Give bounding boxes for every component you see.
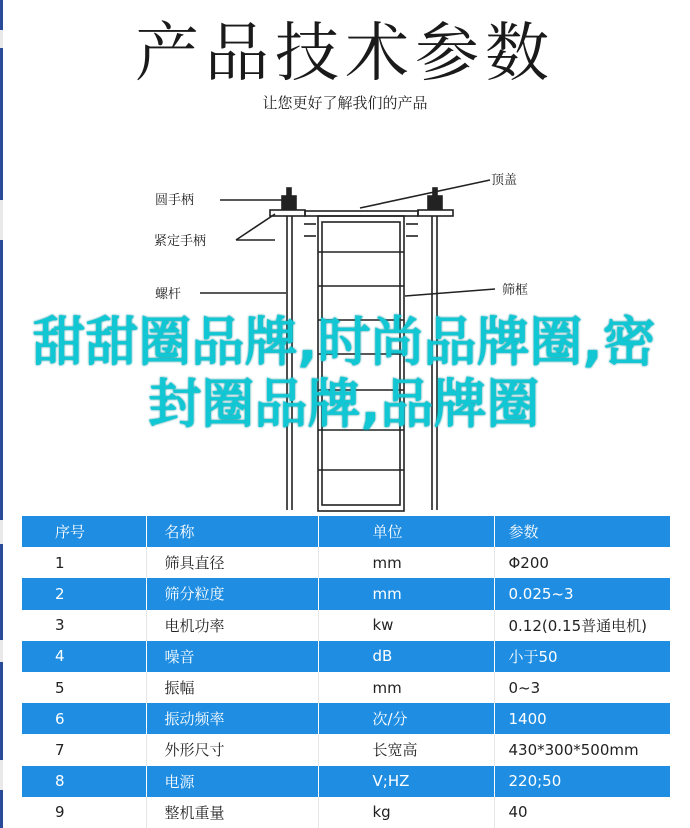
table-cell: mm	[318, 578, 494, 609]
table-cell: 2	[22, 578, 146, 609]
table-cell: 220;50	[494, 766, 670, 797]
label-screw: 螺杆	[155, 287, 182, 302]
table-cell: 5	[22, 672, 146, 703]
table-cell: 振幅	[146, 672, 318, 703]
table-cell: 振动频率	[146, 703, 318, 734]
table-cell: 430*300*500mm	[494, 734, 670, 765]
parameter-table	[22, 516, 670, 828]
table-cell: 1	[22, 547, 146, 578]
table-cell: 电机功率	[146, 610, 318, 641]
table-cell: mm	[318, 547, 494, 578]
table-cell: kw	[318, 610, 494, 641]
column-header: 参数	[494, 516, 670, 547]
label-handle: 圆手柄	[155, 193, 195, 208]
table-cell: 1400	[494, 703, 670, 734]
column-header: 名称	[146, 516, 318, 547]
label-lock-handle: 紧定手柄	[154, 234, 207, 249]
table-cell: 筛具直径	[146, 547, 318, 578]
column-header: 单位	[318, 516, 494, 547]
table-row	[22, 797, 670, 828]
table-cell: 0~3	[494, 672, 670, 703]
table-cell: 40	[494, 797, 670, 828]
table-cell: 整机重量	[146, 797, 318, 828]
table-cell: 9	[22, 797, 146, 828]
table-row	[22, 641, 670, 672]
table-cell: 7	[22, 734, 146, 765]
table-row	[22, 610, 670, 641]
table-cell: 噪音	[146, 641, 318, 672]
table-cell: 小于50	[494, 641, 670, 672]
table-cell: V;HZ	[318, 766, 494, 797]
table-cell: 0.025~3	[494, 578, 670, 609]
table-cell: dB	[318, 641, 494, 672]
table-row	[22, 734, 670, 765]
table-cell: 长宽高	[318, 734, 494, 765]
table-cell: 筛分粒度	[146, 578, 318, 609]
table-cell: 6	[22, 703, 146, 734]
table-cell: 外形尺寸	[146, 734, 318, 765]
table-cell: 4	[22, 641, 146, 672]
watermark-overlay-text: 甜甜圈品牌,时尚品牌圈,密封圈品牌,品牌圈	[32, 312, 656, 435]
table-cell: 0.12(0.15普通电机)	[494, 610, 670, 641]
table-cell: 次/分	[318, 703, 494, 734]
table-row	[22, 703, 670, 734]
table-cell: 3	[22, 610, 146, 641]
table-row	[22, 766, 670, 797]
table-row	[22, 578, 670, 609]
label-sieve-frame: 筛框	[502, 283, 529, 298]
table-cell: mm	[318, 672, 494, 703]
column-header: 序号	[22, 516, 146, 547]
table-cell: kg	[318, 797, 494, 828]
table-cell: Φ200	[494, 547, 670, 578]
table-cell: 电源	[146, 766, 318, 797]
table-cell: 8	[22, 766, 146, 797]
label-top-cover: 顶盖	[491, 173, 518, 188]
page-title: 产品技术参数	[135, 17, 555, 91]
page-subtitle: 让您更好了解我们的产品	[262, 94, 428, 112]
table-header-row	[22, 516, 670, 547]
table-row	[22, 547, 670, 578]
table-row	[22, 672, 670, 703]
